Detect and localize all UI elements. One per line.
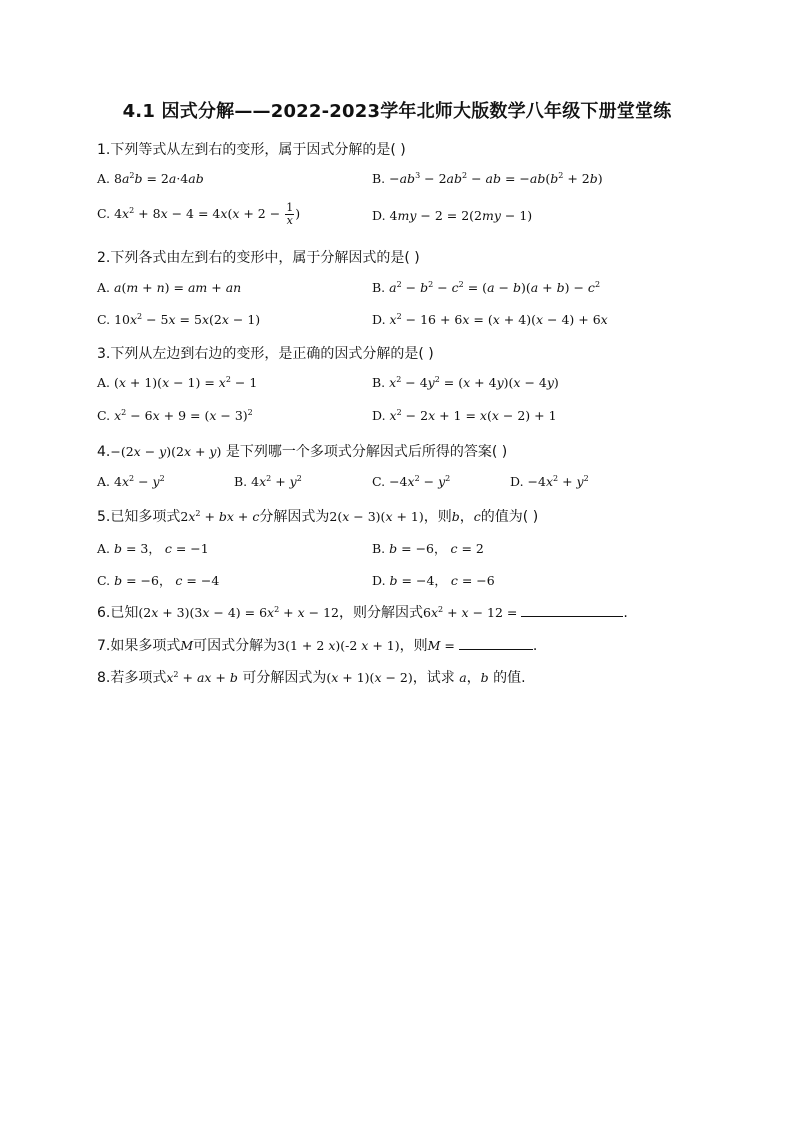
q3-option-a: A. $(x + 1)(x - 1) = x^2 - 1$ (97, 375, 258, 391)
q8-text-1: 8.若多项式 (97, 670, 167, 686)
q4-option-b: B. $4x^2 + y^2$ (234, 474, 302, 490)
question-2-stem: 2.下列各式由左到右的变形中，属于分解因式的是( ) (97, 250, 420, 266)
q1-option-b: B. $-ab^3 - 2ab^2$ − ab = $-ab(b^2 + 2b)$ (372, 171, 603, 187)
q1-option-d: D. 4my − 2 = 2(2my − 1) (372, 208, 533, 223)
q6-text-1: 6.已知 (97, 605, 139, 621)
question-6-stem: 6.已知$(2x + 3)(3x - 4) = 6x^2 + x - 12$，则分解因式$6x^2 + x - 12$ = . (97, 604, 628, 621)
q5-text-2: 分解因式为 (259, 509, 330, 525)
q7-answer-blank[interactable] (459, 637, 533, 650)
page-title: 4.1 因式分解——2022-2023学年北师大版数学八年级下册堂堂练 (122, 101, 672, 122)
q2-option-d: D. $x^2 - 16 + 6x = (x + 4)(x - 4) + 6x$ (372, 312, 608, 328)
q7-text-1: 7.如果多项式 (97, 638, 181, 654)
q5-text-4: 的值为( ) (480, 509, 539, 525)
q5-text-3: ，则 (423, 509, 452, 525)
question-7-stem: 7.如果多项式M可因式分解为3(1 + 2 x)(-2 x + 1)，则M = . (97, 638, 538, 654)
q7-text-3: ，则 (399, 638, 428, 654)
q3-option-c: C. $x^2 - 6x + 9 = (x - 3)^2$ (97, 408, 253, 424)
question-4-stem: 4.−(2x − y)(2x + y) 是下列哪一个多项式分解因式后所得的答案( ) (97, 444, 508, 460)
q4-stem-tail: 是下列哪一个多项式分解因式后所得的答案( ) (225, 444, 508, 460)
q6-answer-blank[interactable] (521, 604, 623, 617)
q5-text-1: 5.已知多项式 (97, 509, 181, 525)
q8-text-2: 可分解因式为 (242, 670, 327, 686)
q5-option-b: B. b = −6， c = 2 (372, 541, 484, 556)
question-5-stem: 5.已知多项式$2x^2$ + bx + c分解因式为2(x − 3)(x + 1)，则b，c的值为( ) (97, 508, 539, 525)
q5-option-a: A. b = 3， c = −1 (97, 541, 209, 556)
q3-option-b: B. $x^2 - 4y^2 = (x + 4y)(x - 4y)$ (372, 375, 559, 391)
q8-text-4: 的值. (493, 670, 526, 686)
q3-option-d: D. $x^2 - 2x + 1 = x(x - 2) + 1$ (372, 408, 557, 424)
q4-option-c: C. $-4x^2 - y^2$ (372, 474, 451, 490)
q5-option-c: C. b = −6， c = −4 (97, 573, 220, 588)
question-3-stem: 3.下列从左边到右边的变形，是正确的因式分解的是( ) (97, 346, 434, 362)
q1-option-c: C. $4x^2 + 8x - 4 = 4x(x + 2$ − $\frac{1}{x}$ ) (97, 201, 301, 227)
q4-option-d: D. $-4x^2 + y^2$ (510, 474, 589, 490)
fraction-1-over-x: $\frac{1}{x}$ (286, 201, 294, 227)
q8-text-3: ，试求 (412, 670, 455, 686)
q6-text-2: ，则分解因式 (339, 605, 424, 621)
question-8-stem: 8.若多项式$x^2$ + ax + b 可分解因式为(x + 1)(x − 2)，试求 a，b 的值. (97, 669, 526, 686)
question-1-stem: 1.下列等式从左到右的变形，属于因式分解的是( ) (97, 142, 406, 158)
q2-option-a: A. a(m + n) = am + an (97, 280, 242, 295)
q5-option-d: D. b = −4， c = −6 (372, 573, 495, 588)
q1-option-a: A. $8a^2b = 2a\cdot 4ab$ (97, 171, 204, 187)
q7-text-2: 可因式分解为 (193, 638, 278, 654)
q2-option-b: B. $a^2 - b^2 - c^2 = (a - b)(a + b) - c^2$ (372, 280, 601, 296)
q2-option-c: C. $10x^2 - 5x = 5x(2x - 1)$ (97, 312, 261, 328)
q4-option-a: A. $4x^2 - y^2$ (97, 474, 165, 490)
